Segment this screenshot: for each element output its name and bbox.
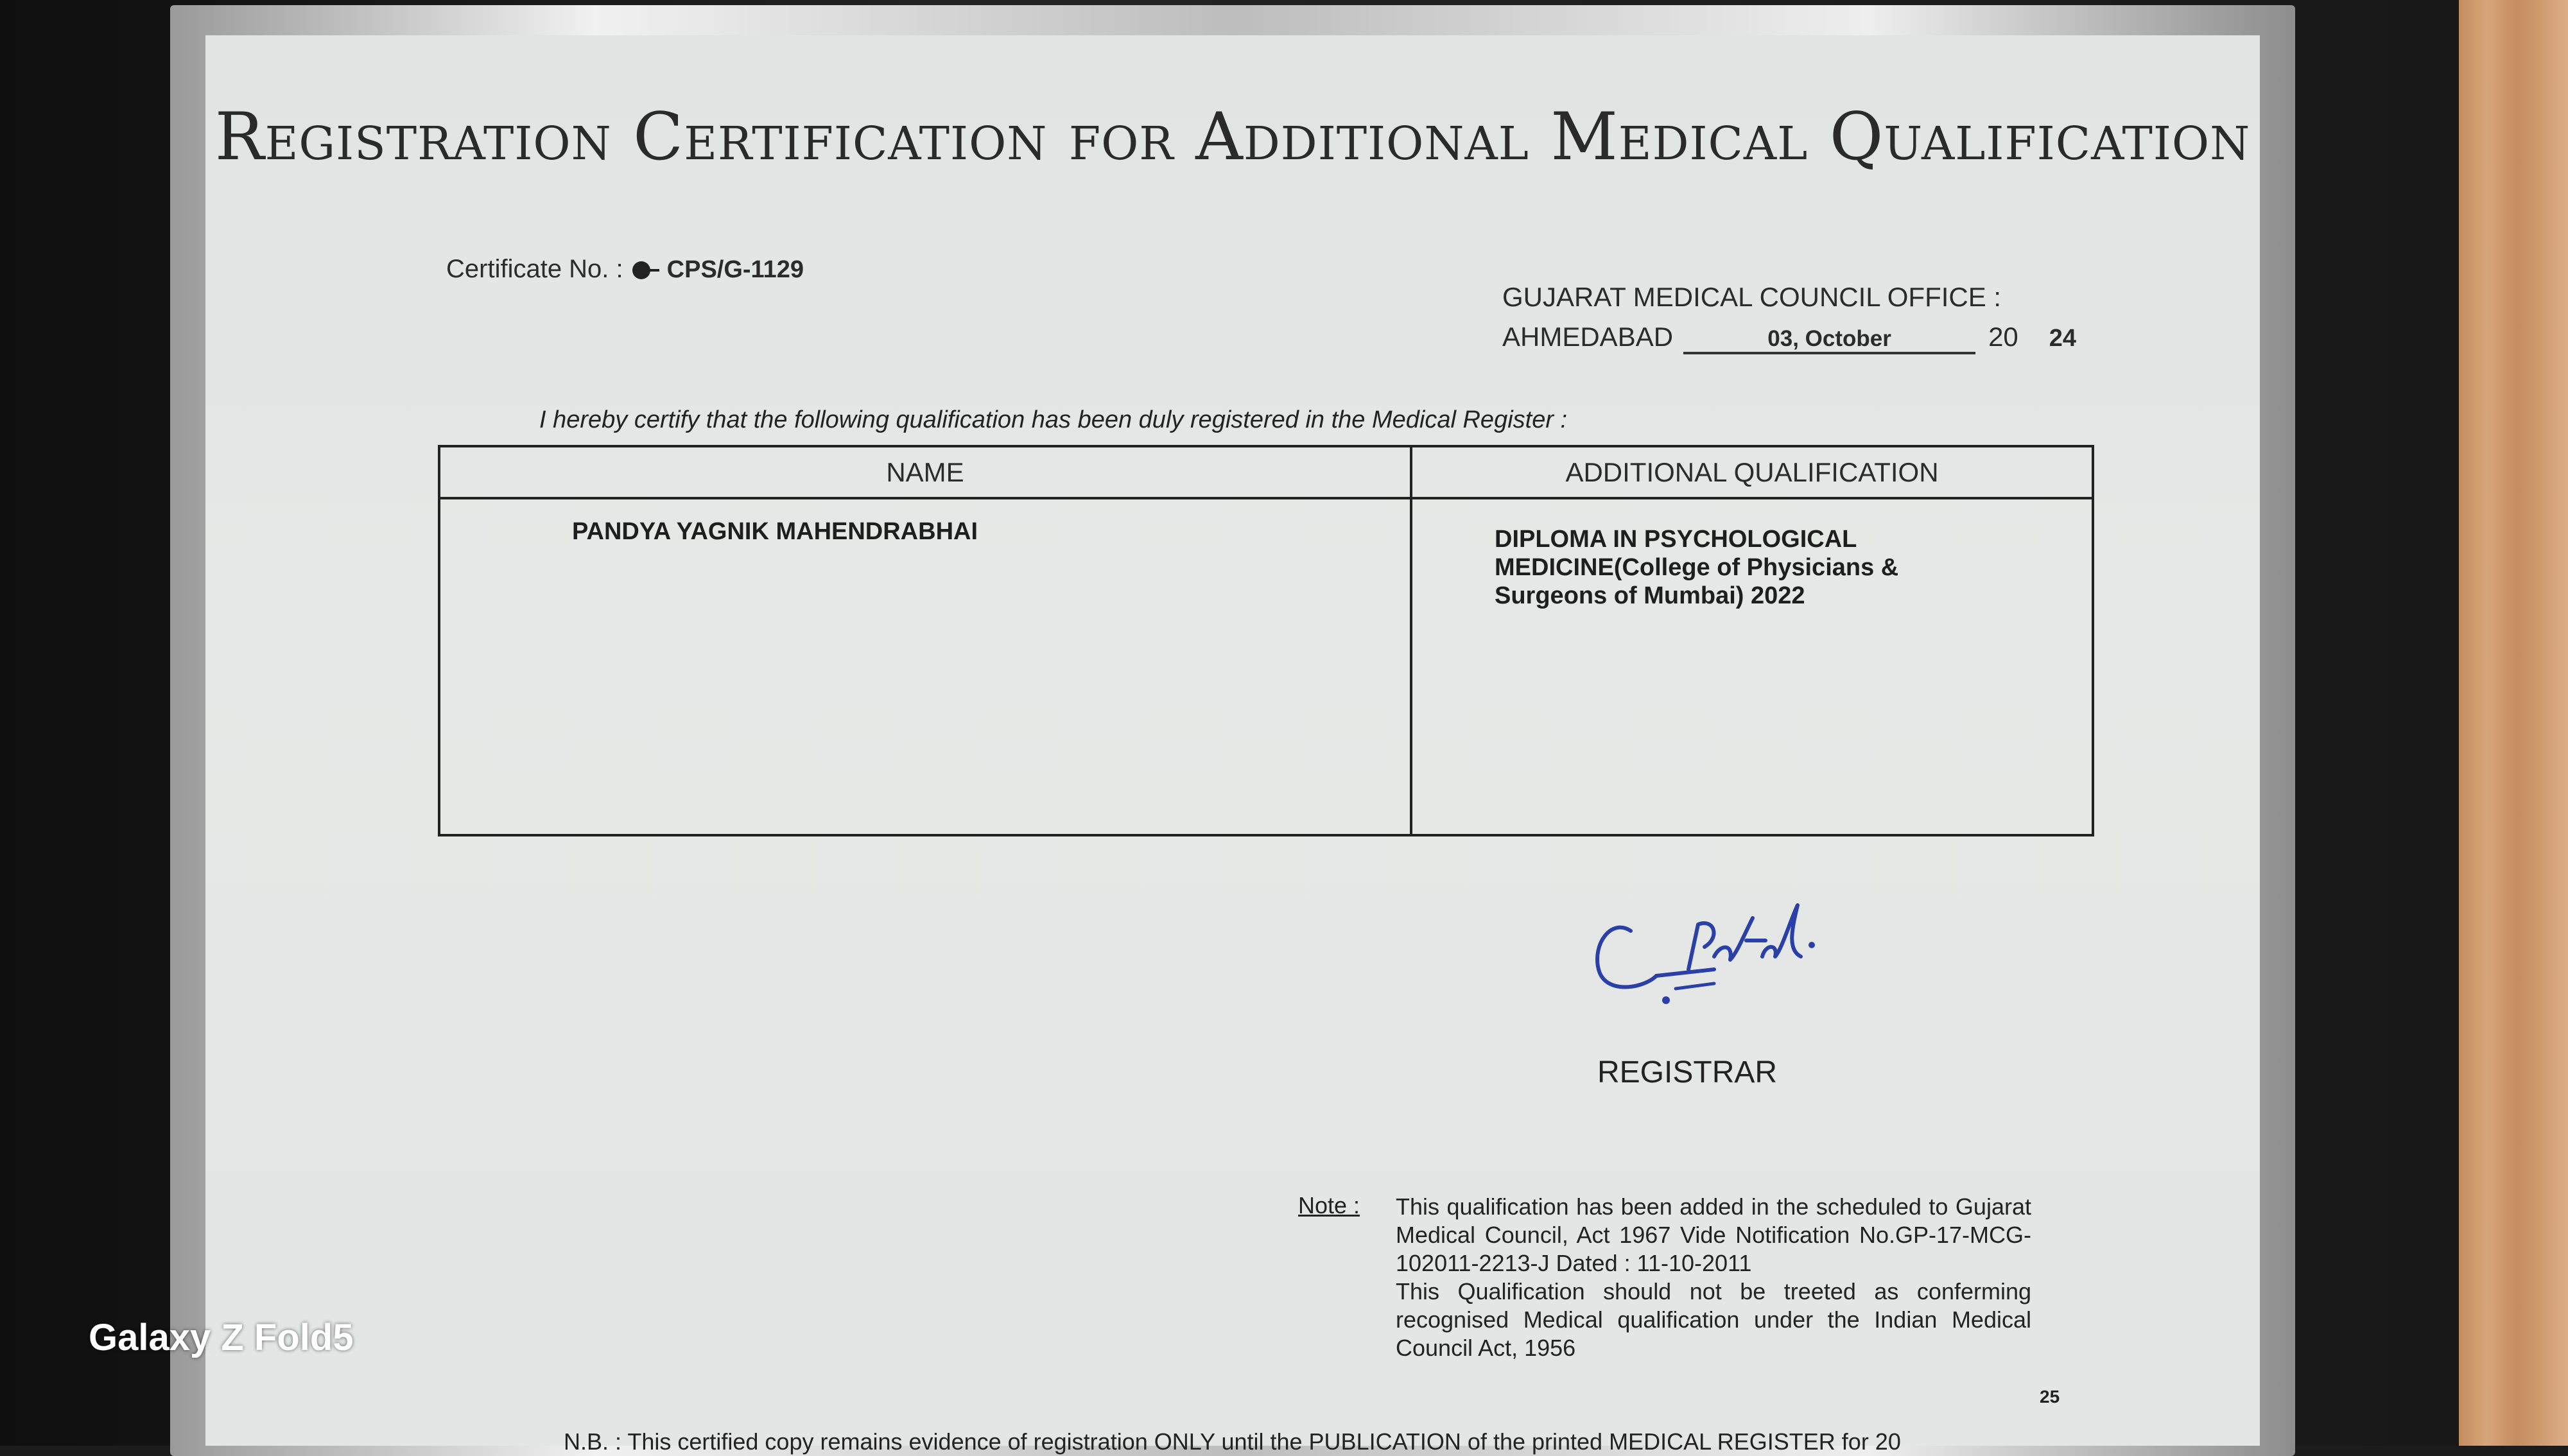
note-line: This qualification has been added in the scheduled to Gujarat Medical Council, Act 1967 Vide Notification No.GP-17-MCG-102011-2213-J Dated : 11-10-2011: [1396, 1193, 2031, 1276]
registrant-name: [439, 498, 1411, 835]
certificate-number-label: Certificate No. :: [446, 255, 623, 283]
bullet-icon: [632, 261, 650, 279]
certificate-title: Registration Certification for Additional Medical Qualification: [214, 99, 2251, 175]
page-mark: 25: [2040, 1387, 2060, 1407]
header-additional-qualification: ADDITIONAL QUALIFICATION: [1411, 446, 2093, 498]
table-row: [439, 498, 2093, 835]
certificate-number-value: CPS/G-1129: [666, 256, 804, 283]
table-header-row: [439, 446, 2093, 498]
year-suffix: 24: [2049, 325, 2077, 352]
note-label: Note :: [1298, 1192, 1360, 1218]
registrar-signature: [1586, 892, 1817, 1027]
office-label: GUJARAT MEDICAL COUNCIL OFFICE :: [1502, 282, 2002, 312]
registrant-name-text: PANDYA YAGNIK MAHENDRABHAI: [572, 518, 978, 545]
certificate-number: [446, 255, 804, 284]
wooden-wall: [2443, 0, 2568, 1446]
certify-statement: I hereby certify that the following qualification has been duly registered in the Medical Register :: [539, 406, 1568, 433]
year-prefix: 20: [1988, 322, 2018, 352]
certificate-paper: [205, 35, 2260, 1455]
office-city: AHMEDABAD: [1502, 322, 1674, 352]
registration-table: [438, 445, 2094, 836]
nb-footer: N.B. : This certified copy remains evidence of registration ONLY until the PUBLICATION of the printed MEDICAL REGISTER for 20: [564, 1428, 1901, 1455]
header-name: NAME: [439, 446, 1411, 498]
note-text: [1396, 1193, 2031, 1362]
note-line: This Qualification should not be treeted as conferming recognised Medical qualification under the Indian Medical Council Act, 1956: [1396, 1278, 2031, 1361]
office-block: [1502, 277, 2076, 358]
qualification-cell: [1411, 498, 2093, 835]
qualification-text: DIPLOMA IN PSYCHOLOGICAL MEDICINE(College of Physicians & Surgeons of Mumbai) 2022: [1495, 526, 1899, 609]
registrar-title: REGISTRAR: [1597, 1055, 1778, 1089]
issue-date: 03, October: [1683, 326, 1975, 354]
camera-watermark: Galaxy Z Fold5: [89, 1317, 354, 1358]
office-date-line: [1502, 317, 2076, 358]
